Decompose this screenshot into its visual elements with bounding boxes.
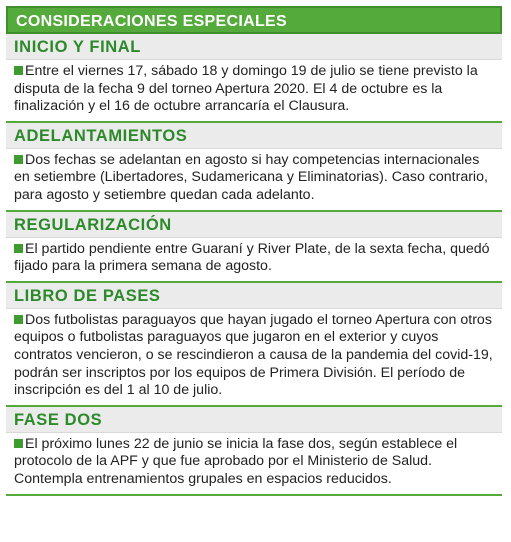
section-inicio-y-final (6, 34, 502, 123)
section-adelantamientos (6, 123, 502, 212)
info-box (4, 4, 504, 536)
section-libro-de-pases (6, 283, 502, 407)
section-body (6, 433, 502, 494)
green-square-bullet-icon (14, 155, 23, 164)
green-square-bullet-icon (14, 66, 23, 75)
section-heading: FASE DOS (6, 407, 502, 433)
green-square-bullet-icon (14, 439, 23, 448)
section-body (6, 238, 502, 281)
green-square-bullet-icon (14, 244, 23, 253)
section-fase-dos (6, 407, 502, 496)
section-text: El partido pendiente entre Guaraní y River Plate, de la sexta fecha, quedó fijado para la primera semana de agosto. (14, 240, 490, 275)
section-heading: INICIO Y FINAL (6, 34, 502, 60)
section-body (6, 60, 502, 121)
section-heading: REGULARIZACIÓN (6, 212, 502, 238)
section-body (6, 309, 502, 405)
section-heading: LIBRO DE PASES (6, 283, 502, 309)
section-body (6, 149, 502, 210)
section-text: Dos fechas se adelantan en agosto si hay competencias internacionales en setiembre (Libertadores, Sudamericana y Eliminatorias). Caso contrario, para agosto y setiembre quedan cada adelanto. (14, 151, 488, 203)
section-regularizacion (6, 212, 502, 283)
box-title: CONSIDERACIONES ESPECIALES (6, 6, 502, 34)
green-square-bullet-icon (14, 315, 23, 324)
section-text: El próximo lunes 22 de junio se inicia la fase dos, según establece el protocolo de la APF y que fue aprobado por el Ministerio de Salud. Contempla entrenamientos grupales en espacios reducidos. (14, 435, 458, 487)
section-text: Entre el viernes 17, sábado 18 y domingo 19 de julio se tiene previsto la disputa de la fecha 9 del torneo Apertura 2020. El 4 de octubre es la finalización y el 16 de octubre arrancaría el Clausura. (14, 63, 478, 115)
section-heading: ADELANTAMIENTOS (6, 123, 502, 149)
section-text: Dos futbolistas paraguayos que hayan jugado el torneo Apertura con otros equipos o futbolistas paraguayos que jugaron en el exterior y cuyos contratos vencieron, o se rescindieron a causa de la pandemia del covid-19, podrán ser inscriptos por los equipos de Primera División. El período de inscripción es del 1 al 10 de julio. (14, 311, 493, 399)
